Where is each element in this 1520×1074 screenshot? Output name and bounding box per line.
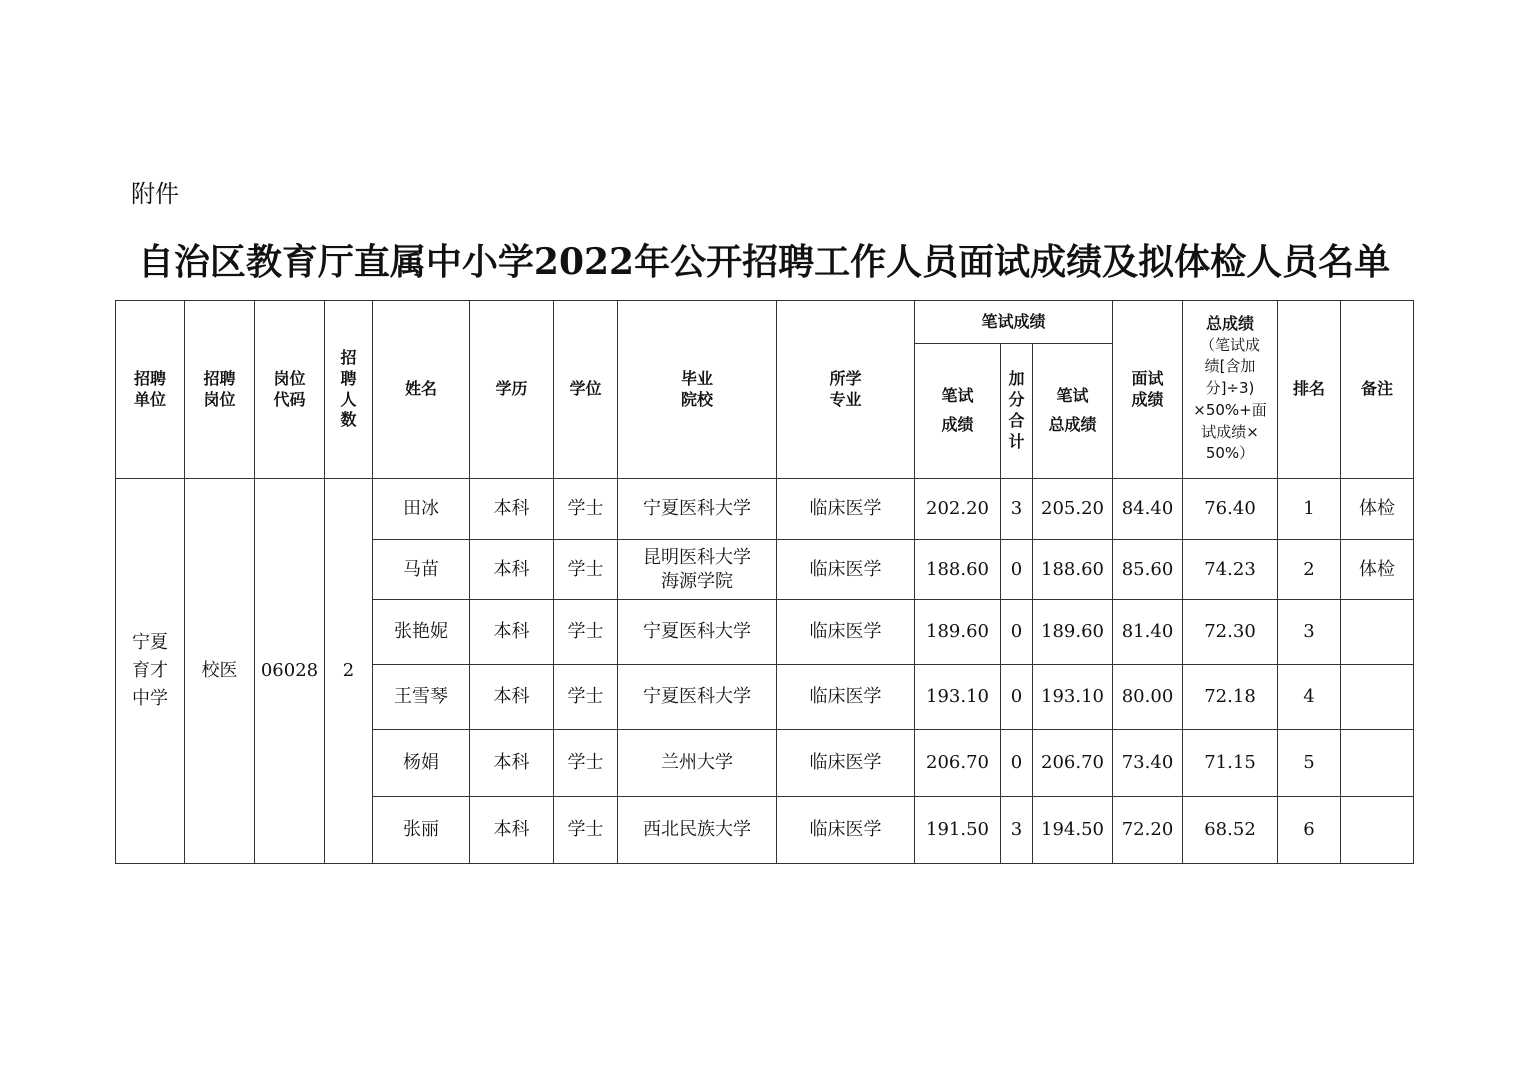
cell-education: 本科 (470, 665, 554, 730)
cell-remark (1341, 665, 1414, 730)
cell-name: 张丽 (373, 797, 470, 864)
header-name: 姓名 (373, 301, 470, 479)
cell-total: 72.18 (1183, 665, 1278, 730)
cell-written: 206.70 (915, 730, 1001, 797)
cell-degree: 学士 (554, 600, 618, 665)
cell-bonus: 0 (1001, 540, 1033, 600)
header-bonus: 加 分 合 计 (1001, 344, 1033, 479)
cell-major: 临床医学 (777, 665, 915, 730)
header-remark: 备注 (1341, 301, 1414, 479)
cell-major: 临床医学 (777, 730, 915, 797)
cell-school: 西北民族大学 (618, 797, 777, 864)
cell-major: 临床医学 (777, 479, 915, 540)
header-school: 毕业 院校 (618, 301, 777, 479)
cell-total: 72.30 (1183, 600, 1278, 665)
cell-remark: 体检 (1341, 479, 1414, 540)
cell-code: 06028 (255, 479, 325, 864)
cell-post: 校医 (185, 479, 255, 864)
cell-name: 王雪琴 (373, 665, 470, 730)
cell-bonus: 3 (1001, 797, 1033, 864)
cell-name: 杨娟 (373, 730, 470, 797)
cell-written: 193.10 (915, 665, 1001, 730)
cell-total: 68.52 (1183, 797, 1278, 864)
cell-name: 田冰 (373, 479, 470, 540)
cell-written-total: 205.20 (1033, 479, 1113, 540)
cell-total: 71.15 (1183, 730, 1278, 797)
cell-major: 临床医学 (777, 600, 915, 665)
cell-interview: 73.40 (1113, 730, 1183, 797)
cell-interview: 72.20 (1113, 797, 1183, 864)
attachment-label: 附件 (131, 180, 179, 208)
header-code: 岗位 代码 (255, 301, 325, 479)
cell-name: 张艳妮 (373, 600, 470, 665)
cell-written-total: 194.50 (1033, 797, 1113, 864)
cell-written-total: 188.60 (1033, 540, 1113, 600)
cell-degree: 学士 (554, 730, 618, 797)
cell-total: 76.40 (1183, 479, 1278, 540)
header-rank: 排名 (1278, 301, 1341, 479)
cell-name: 马苗 (373, 540, 470, 600)
cell-bonus: 3 (1001, 479, 1033, 540)
cell-bonus: 0 (1001, 665, 1033, 730)
cell-rank: 6 (1278, 797, 1341, 864)
results-table (115, 300, 1414, 864)
cell-major: 临床医学 (777, 797, 915, 864)
cell-degree: 学士 (554, 540, 618, 600)
page-title: 自治区教育厅直属中小学2022年公开招聘工作人员面试成绩及拟体检人员名单 (137, 241, 1391, 283)
cell-written: 188.60 (915, 540, 1001, 600)
cell-rank: 4 (1278, 665, 1341, 730)
cell-written-total: 189.60 (1033, 600, 1113, 665)
cell-rank: 2 (1278, 540, 1341, 600)
cell-degree: 学士 (554, 797, 618, 864)
cell-rank: 3 (1278, 600, 1341, 665)
header-post: 招聘 岗位 (185, 301, 255, 479)
cell-major: 临床医学 (777, 540, 915, 600)
header-count: 招 聘 人 数 (325, 301, 373, 479)
cell-interview: 84.40 (1113, 479, 1183, 540)
cell-written: 202.20 (915, 479, 1001, 540)
cell-school: 宁夏医科大学 (618, 600, 777, 665)
cell-written-total: 206.70 (1033, 730, 1113, 797)
cell-total: 74.23 (1183, 540, 1278, 600)
cell-unit: 宁夏 育才 中学 (116, 479, 185, 864)
header-written-group: 笔试成绩 (915, 301, 1113, 344)
header-interview: 面试 成绩 (1113, 301, 1183, 479)
cell-education: 本科 (470, 797, 554, 864)
cell-school: 昆明医科大学 海源学院 (618, 540, 777, 600)
cell-written: 191.50 (915, 797, 1001, 864)
header-education: 学历 (470, 301, 554, 479)
cell-school: 兰州大学 (618, 730, 777, 797)
cell-written-total: 193.10 (1033, 665, 1113, 730)
cell-bonus: 0 (1001, 600, 1033, 665)
cell-interview: 81.40 (1113, 600, 1183, 665)
cell-rank: 1 (1278, 479, 1341, 540)
cell-remark (1341, 730, 1414, 797)
cell-interview: 80.00 (1113, 665, 1183, 730)
header-unit: 招聘 单位 (116, 301, 185, 479)
header-written-total: 笔试 总成绩 (1033, 344, 1113, 479)
cell-remark (1341, 797, 1414, 864)
cell-remark (1341, 600, 1414, 665)
cell-degree: 学士 (554, 665, 618, 730)
cell-school: 宁夏医科大学 (618, 479, 777, 540)
cell-interview: 85.60 (1113, 540, 1183, 600)
cell-written: 189.60 (915, 600, 1001, 665)
header-degree: 学位 (554, 301, 618, 479)
cell-bonus: 0 (1001, 730, 1033, 797)
header-total: 总成绩 （笔试成 绩[含加 分]÷3) ×50%+面 试成绩× 50%） (1183, 301, 1278, 479)
header-written-score: 笔试 成绩 (915, 344, 1001, 479)
cell-education: 本科 (470, 730, 554, 797)
header-major: 所学 专业 (777, 301, 915, 479)
cell-school: 宁夏医科大学 (618, 665, 777, 730)
cell-education: 本科 (470, 479, 554, 540)
cell-remark: 体检 (1341, 540, 1414, 600)
table-row (116, 479, 1414, 540)
cell-education: 本科 (470, 600, 554, 665)
cell-degree: 学士 (554, 479, 618, 540)
cell-count: 2 (325, 479, 373, 864)
cell-education: 本科 (470, 540, 554, 600)
cell-rank: 5 (1278, 730, 1341, 797)
